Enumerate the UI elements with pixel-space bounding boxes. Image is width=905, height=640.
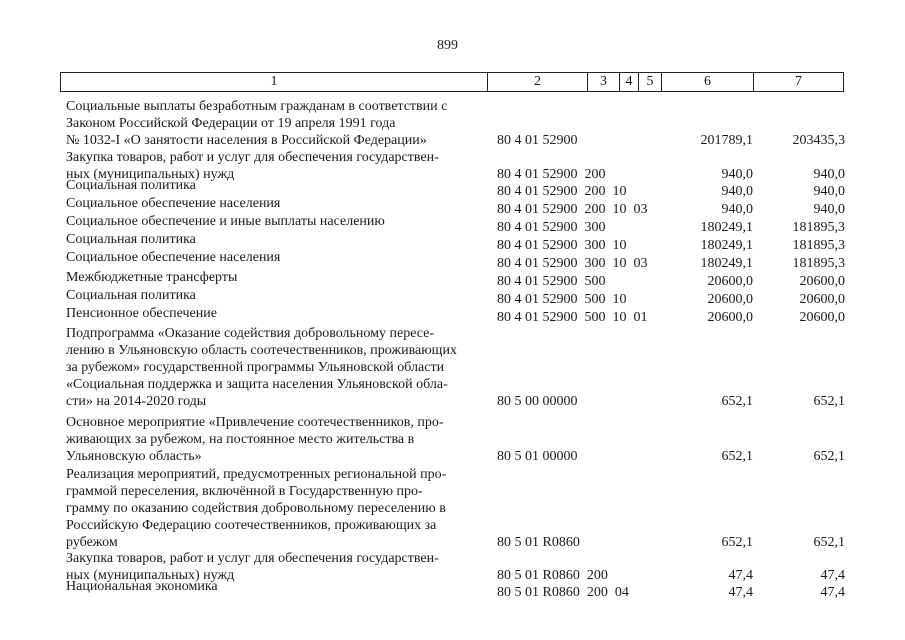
row-name <box>66 177 486 194</box>
row-value-col6: 940,0 <box>721 202 753 217</box>
row-value-col6: 20600,0 <box>707 310 753 325</box>
row-name <box>66 231 486 248</box>
row-code: 80 4 01 52900 500 <box>497 274 606 289</box>
column-header-7: 7 <box>795 74 802 89</box>
row-name <box>66 325 486 410</box>
row-value-col6: 47,4 <box>728 568 753 583</box>
row-value-col7: 652,1 <box>813 449 845 464</box>
row-name <box>66 414 486 465</box>
row-name-line: рубежом <box>66 535 118 550</box>
row-name <box>66 98 486 149</box>
row-name <box>66 249 486 266</box>
row-value-col6: 20600,0 <box>707 274 753 289</box>
row-name-line: № 1032-I «О занятости населения в Российской Федерации» <box>66 133 427 148</box>
row-name-line: Национальная экономика <box>66 579 218 594</box>
row-name-line: Социальная политика <box>66 288 196 303</box>
row-value-col7: 20600,0 <box>799 274 845 289</box>
row-name-line: Социальное обеспечение и иные выплаты населению <box>66 214 385 229</box>
row-value-col6: 940,0 <box>721 184 753 199</box>
column-header-row <box>60 72 844 92</box>
row-name-line: Законом Российской Федерации от 19 апреля 1991 года <box>66 116 396 131</box>
row-name-line: Межбюджетные трансферты <box>66 270 238 285</box>
row-code: 80 5 01 R0860 <box>497 535 580 550</box>
row-value-col6: 47,4 <box>728 585 753 600</box>
row-name-line: грамму по оказанию содействия добровольному переселению в <box>66 501 446 516</box>
row-value-col7: 181895,3 <box>792 238 845 253</box>
row-name <box>66 269 486 286</box>
row-code: 80 4 01 52900 200 10 03 <box>497 202 648 217</box>
row-code: 80 4 01 52900 <box>497 133 578 148</box>
row-name <box>66 195 486 212</box>
row-name-line: Закупка товаров, работ и услуг для обеспечения государствен- <box>66 150 439 165</box>
row-value-col6: 652,1 <box>721 394 753 409</box>
row-value-col7: 940,0 <box>813 202 845 217</box>
row-name-line: Социальные выплаты безработным гражданам в соответствии с <box>66 99 448 114</box>
row-value-col7: 20600,0 <box>799 310 845 325</box>
row-value-col6: 180249,1 <box>700 238 753 253</box>
column-header-3: 3 <box>588 73 620 91</box>
row-value-col7: 47,4 <box>820 585 845 600</box>
page-number: 899 <box>437 38 458 53</box>
column-header-2: 2 <box>488 73 588 91</box>
row-code: 80 5 01 R0860 200 <box>497 568 608 583</box>
row-value-col6: 20600,0 <box>707 292 753 307</box>
row-name-line: «Социальная поддержка и защита населения Ульяновской обла- <box>66 377 448 392</box>
column-header-6: 6 <box>662 73 754 91</box>
row-code: 80 4 01 52900 500 10 01 <box>497 310 648 325</box>
row-name-line: Российскую Федерацию соотечественников, проживающих за <box>66 518 437 533</box>
row-name-line: Подпрограмма «Оказание содействия добровольному пересе- <box>66 326 435 341</box>
row-code: 80 4 01 52900 300 10 <box>497 238 627 253</box>
row-code: 80 5 01 R0860 200 04 <box>497 585 629 600</box>
row-value-col7: 652,1 <box>813 535 845 550</box>
row-name <box>66 578 486 595</box>
column-header-5: 5 <box>639 73 662 91</box>
row-name-line: Реализация мероприятий, предусмотренных региональной про- <box>66 467 447 482</box>
row-value-col7: 652,1 <box>813 394 845 409</box>
row-name-line: Социальная политика <box>66 232 196 247</box>
row-code: 80 4 01 52900 500 10 <box>497 292 627 307</box>
column-header-4: 4 <box>620 73 639 91</box>
row-value-col7: 181895,3 <box>792 256 845 271</box>
row-name <box>66 466 486 551</box>
row-name-line: Социальное обеспечение населения <box>66 196 281 211</box>
row-name-line: Ульяновскую область» <box>66 449 202 464</box>
row-name-line: Социальная политика <box>66 178 196 193</box>
row-name <box>66 305 486 322</box>
row-name-line: Пенсионное обеспечение <box>66 306 217 321</box>
row-value-col7: 181895,3 <box>792 220 845 235</box>
row-value-col7: 47,4 <box>820 568 845 583</box>
row-value-col6: 652,1 <box>721 449 753 464</box>
row-code: 80 4 01 52900 200 <box>497 167 606 182</box>
row-value-col7: 203435,3 <box>792 133 845 148</box>
row-value-col7: 20600,0 <box>799 292 845 307</box>
row-value-col7: 940,0 <box>813 184 845 199</box>
row-code: 80 4 01 52900 200 10 <box>497 184 627 199</box>
row-name-line: Социальное обеспечение населения <box>66 250 281 265</box>
row-name-line: живающих за рубежом, на постоянное место жительства в <box>66 432 415 447</box>
row-code: 80 5 00 00000 <box>497 394 578 409</box>
row-name-line: лению в Ульяновскую область соотечественников, проживающих <box>66 343 457 358</box>
row-value-col6: 180249,1 <box>700 220 753 235</box>
row-value-col6: 180249,1 <box>700 256 753 271</box>
row-code: 80 4 01 52900 300 10 03 <box>497 256 648 271</box>
row-name <box>66 287 486 304</box>
row-value-col7: 940,0 <box>813 167 845 182</box>
row-name-line: Основное мероприятие «Привлечение соотечественников, про- <box>66 415 444 430</box>
column-header-1: 1 <box>61 73 488 91</box>
row-name-line: ных (муниципальных) нужд <box>66 568 235 583</box>
row-name-line: сти» на 2014-2020 годы <box>66 394 207 409</box>
row-name-line: граммой переселения, включённой в Государственную про- <box>66 484 423 499</box>
row-value-col6: 940,0 <box>721 167 753 182</box>
row-name-line: за рубежом» государственной программы Ульяновской области <box>66 360 445 375</box>
row-name-line: ных (муниципальных) нужд <box>66 167 235 182</box>
row-code: 80 4 01 52900 300 <box>497 220 606 235</box>
row-value-col6: 652,1 <box>721 535 753 550</box>
row-value-col6: 201789,1 <box>700 133 753 148</box>
row-name-line: Закупка товаров, работ и услуг для обеспечения государствен- <box>66 551 439 566</box>
row-name <box>66 213 486 230</box>
row-code: 80 5 01 00000 <box>497 449 578 464</box>
